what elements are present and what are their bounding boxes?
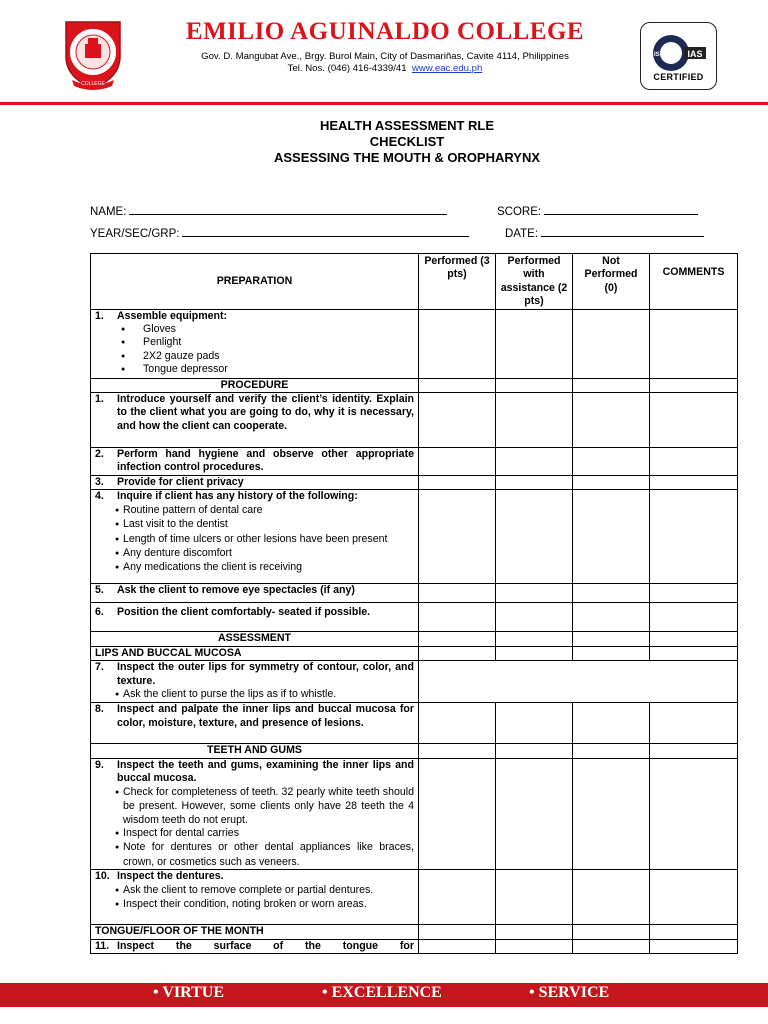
name-field[interactable] (90, 204, 447, 218)
table-row (91, 448, 738, 476)
score-cell[interactable] (419, 603, 496, 632)
score-label: SCORE: (497, 206, 542, 218)
step-hand-hygiene: 2. Perform hand hygiene and observe other appropriate infection control procedures. (91, 448, 419, 476)
step-client-privacy: 3. Provide for client privacy (91, 476, 419, 490)
list-item: ● Length of time ulcers or other lesions have been present (95, 533, 414, 547)
step-inspect-dentures: 10. Inspect the dentures. ● Ask the client to remove complete or partial dentures. ● Inspect their condition, noting broken or worn areas. (91, 870, 419, 925)
step-inspect-inner-lips: 8. Inspect and palpate the inner lips and buccal mucosa for color, moisture, texture, and presence of lesions. (91, 703, 419, 744)
score-cell[interactable] (419, 448, 496, 476)
step-inquire-history: 4. Inquire if client has any history of the following: ● Routine pattern of dental care ● Last visit to the dentist ● Length of time ulcers or other lesions have been present ● Any denture discomfort ● Any medications the client is receiving (91, 490, 419, 584)
svg-text:ISO: ISO (654, 52, 665, 58)
score-cell[interactable] (496, 939, 573, 953)
college-name: EMILIO AGUINALDO COLLEGE (185, 18, 585, 45)
section-teeth-gums: TEETH AND GUMS (91, 744, 419, 758)
comment-cell[interactable] (650, 448, 738, 476)
merged-score-cell[interactable] (419, 661, 738, 703)
table-row (91, 393, 738, 448)
score-cell[interactable] (573, 490, 650, 584)
date-field[interactable] (505, 226, 704, 240)
name-label: NAME: (90, 206, 127, 218)
step-position-client: 6. Position the client comfortably- seated if possible. (91, 603, 419, 632)
score-cell[interactable] (496, 584, 573, 603)
section-procedure: PROCEDURE (91, 378, 419, 392)
history-list (95, 504, 414, 576)
score-cell[interactable] (573, 584, 650, 603)
score-cell[interactable] (496, 703, 573, 744)
iso-cert-icon (641, 27, 716, 75)
year-sec-grp-field[interactable] (90, 226, 469, 240)
footer-virtue: • VIRTUE (153, 984, 224, 1001)
college-address (150, 51, 620, 75)
score-cell[interactable] (573, 476, 650, 490)
cert-mark: IAS (687, 49, 703, 59)
list-item: ● Penlight (95, 336, 414, 349)
step-inspect-teeth-gums: 9. Inspect the teeth and gums, examining the inner lips and buccal mucosa. ● Check for completeness of teeth. 32 pearly white teeth should be present. However, some clients only have 28 teeth the 4 wisdom teeth do not erupt. ● Inspect for dental carries ● Note for dentures or other dental appliances like braces, crown, or cosmetics such as veneers. (91, 758, 419, 869)
step-introduce-yourself: 1. Introduce yourself and verify the client’s identity. Explain to the client what you are going to do, why it is necessary, and how the client can cooperate. (91, 393, 419, 448)
score-cell[interactable] (496, 758, 573, 869)
table-row (91, 661, 738, 703)
comment-cell[interactable] (650, 939, 738, 953)
letterhead (0, 0, 768, 110)
score-cell[interactable] (496, 393, 573, 448)
score-cell[interactable] (573, 603, 650, 632)
section-assessment: ASSESSMENT (91, 632, 419, 646)
table-row (91, 703, 738, 744)
step-assemble-equipment: 1. Assemble equipment: ● Gloves ● Penlight ● 2X2 gauze pads ● Tongue depressor (91, 309, 419, 378)
table-row (91, 309, 738, 378)
score-cell[interactable] (573, 758, 650, 869)
list-item: ● Inspect for dental carries (95, 827, 414, 841)
teeth-gums-list (95, 786, 414, 869)
comment-cell[interactable] (650, 393, 738, 448)
step-inspect-tongue: 11. Inspect the surface of the tongue for (91, 939, 419, 953)
comment-cell[interactable] (650, 603, 738, 632)
list-item: ● Ask the client to remove complete or partial dentures. (95, 884, 414, 898)
score-cell[interactable] (419, 870, 496, 925)
score-cell[interactable] (419, 939, 496, 953)
score-cell[interactable] (496, 476, 573, 490)
section-row (91, 925, 738, 939)
list-item: ● Gloves (95, 323, 414, 336)
iso-certification-badge (640, 22, 717, 90)
table-row (91, 758, 738, 869)
comment-cell[interactable] (650, 476, 738, 490)
document-titles (0, 118, 768, 166)
table-row (91, 603, 738, 632)
score-cell[interactable] (573, 309, 650, 378)
list-item: ● Note for dentures or other dental appliances like braces, crown, or cosmetics such as veneers. (95, 841, 414, 869)
footer-excellence: • EXCELLENCE (322, 984, 442, 1001)
list-item: ● Any denture discomfort (95, 547, 414, 561)
score-cell[interactable] (573, 448, 650, 476)
footer-service: • SERVICE (529, 984, 610, 1001)
score-cell[interactable] (419, 703, 496, 744)
telephone-numbers: Tel. Nos. (046) 416-4339/41 (287, 63, 407, 74)
score-cell[interactable] (496, 490, 573, 584)
score-cell[interactable] (419, 490, 496, 584)
list-item: ● Check for completeness of teeth. 32 pearly white teeth should be present. However, some clients only have 28 teeth the 4 wisdom teeth do not erupt. (95, 786, 414, 827)
table-row (91, 476, 738, 490)
list-item: ● Tongue depressor (95, 363, 414, 376)
outer-lips-list (95, 688, 414, 702)
list-item: ● Routine pattern of dental care (95, 504, 414, 518)
col-not-performed: Not Performed (0) (573, 254, 650, 310)
header-row (91, 254, 738, 310)
score-cell[interactable] (573, 393, 650, 448)
website-link[interactable]: www.eac.edu.ph (411, 63, 483, 74)
step-inspect-outer-lips: 7. Inspect the outer lips for symmetry of contour, color, and texture. ● Ask the client to purse the lips as if to whistle. (91, 661, 419, 703)
table-row (91, 490, 738, 584)
header-divider (0, 102, 768, 105)
cert-label: CERTIFIED (653, 72, 704, 82)
score-field[interactable] (497, 204, 698, 218)
score-cell[interactable] (573, 870, 650, 925)
doc-title: HEALTH ASSESSMENT RLE (319, 118, 495, 133)
section-row (91, 632, 738, 646)
list-item: ● Ask the client to purse the lips as if to whistle. (95, 688, 414, 702)
dentures-list (95, 884, 414, 913)
score-cell[interactable] (419, 584, 496, 603)
col-comments: COMMENTS (650, 254, 738, 310)
score-cell[interactable] (419, 309, 496, 378)
svg-text:COLLEGE: COLLEGE (81, 81, 105, 87)
checklist-table (90, 253, 738, 954)
col-performed-with-assistance: Performed with assistance (2 pts) (496, 254, 573, 310)
doc-topic: ASSESSING THE MOUTH & OROPHARYNX (273, 150, 541, 165)
score-cell[interactable] (419, 393, 496, 448)
table-row (91, 584, 738, 603)
equipment-list (95, 323, 414, 377)
college-seal-logo (58, 18, 128, 90)
table-row (91, 939, 738, 953)
score-cell[interactable] (496, 448, 573, 476)
section-row (91, 646, 738, 660)
score-cell[interactable] (419, 758, 496, 869)
comment-cell[interactable] (650, 758, 738, 869)
score-cell[interactable] (573, 939, 650, 953)
comment-cell[interactable] (650, 870, 738, 925)
comment-cell[interactable] (650, 584, 738, 603)
doc-subtitle: CHECKLIST (369, 134, 445, 149)
section-row (91, 744, 738, 758)
address-line: Gov. D. Mangubat Ave., Brgy. Burol Main, City of Dasmariñas, Cavite 4114, Philippines (201, 51, 569, 62)
comment-cell[interactable] (650, 309, 738, 378)
date-label: DATE: (505, 228, 539, 240)
contact-line (150, 63, 620, 75)
list-item: ● Inspect their condition, noting broken or worn areas. (95, 898, 414, 912)
year-label: YEAR/SEC/GRP: (90, 228, 180, 240)
score-cell[interactable] (496, 309, 573, 378)
step-remove-spectacles: 5. Ask the client to remove eye spectacles (if any) (91, 584, 419, 603)
list-item: ● Last visit to the dentist (95, 518, 414, 532)
score-cell[interactable] (496, 870, 573, 925)
list-item: ● Any medications the client is receiving (95, 561, 414, 575)
comment-cell[interactable] (650, 703, 738, 744)
core-values-footer (0, 983, 768, 1007)
table-row (91, 870, 738, 925)
list-item: ● 2X2 gauze pads (95, 350, 414, 363)
comment-cell[interactable] (650, 490, 738, 584)
score-cell[interactable] (573, 703, 650, 744)
col-performed: Performed (3 pts) (419, 254, 496, 310)
section-tongue-floor: TONGUE/FLOOR OF THE MONTH (91, 925, 419, 939)
score-cell[interactable] (419, 476, 496, 490)
section-lips-buccal-mucosa: LIPS AND BUCCAL MUCOSA (91, 646, 419, 660)
section-row (91, 378, 738, 392)
col-preparation: PREPARATION (91, 254, 419, 310)
score-cell[interactable] (496, 603, 573, 632)
